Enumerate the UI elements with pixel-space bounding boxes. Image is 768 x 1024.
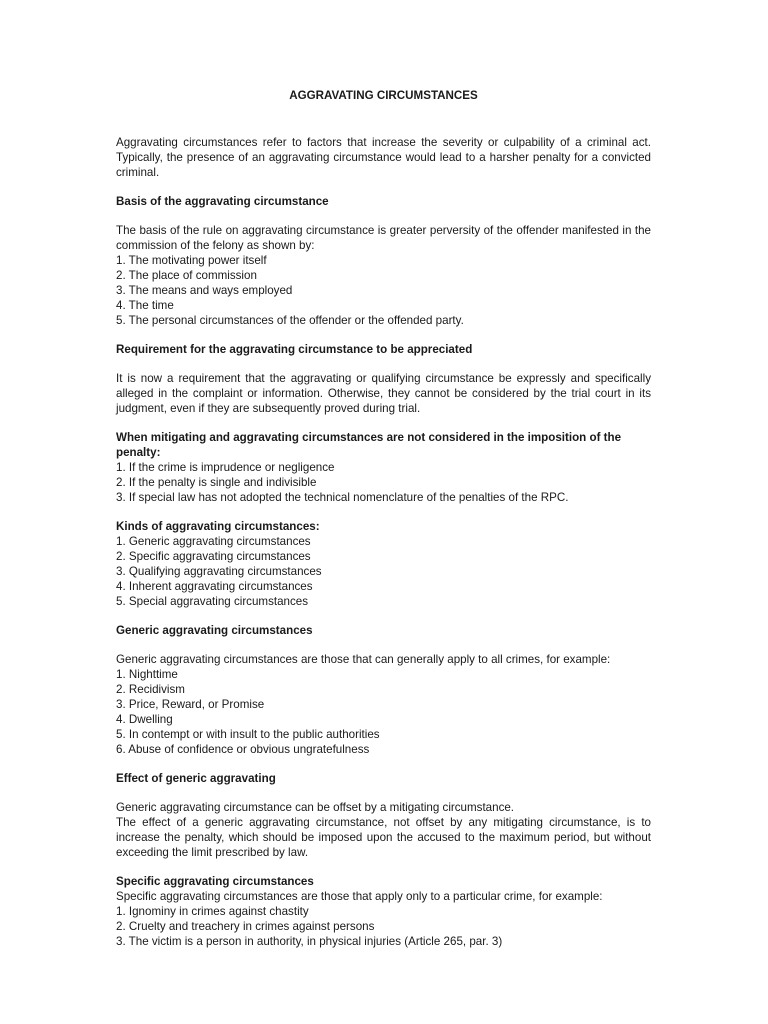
list-item: 2. If the penalty is single and indivisible <box>116 476 317 489</box>
list-item: 3. Price, Reward, or Promise <box>116 698 265 711</box>
list-item: 1. Nighttime <box>116 668 178 681</box>
list-item: 4. The time <box>116 299 174 312</box>
list-item: 5. Special aggravating circumstances <box>116 595 309 608</box>
list-item: 4. Inherent aggravating circumstances <box>116 580 313 593</box>
list-item: 2. The place of commission <box>116 269 257 282</box>
specific-heading: Specific aggravating circumstances <box>116 875 314 888</box>
requirement-heading: Requirement for the aggravating circumstance to be appreciated <box>116 343 473 356</box>
list-item: 2. Specific aggravating circumstances <box>116 550 311 563</box>
list-item: 2. Recidivism <box>116 683 185 696</box>
list-item: 5. In contempt or with insult to the public authorities <box>116 728 380 741</box>
specific-list <box>116 904 651 949</box>
list-item: 1. If the crime is imprudence or negligence <box>116 461 335 474</box>
list-item: 3. Qualifying aggravating circumstances <box>116 565 322 578</box>
basis-list <box>116 253 651 328</box>
document-title: AGGRAVATING CIRCUMSTANCES <box>289 89 478 102</box>
list-item: 3. If special law has not adopted the technical nomenclature of the penalties of the RPC. <box>116 491 569 504</box>
list-item: 1. The motivating power itself <box>116 254 267 267</box>
generic-list <box>116 667 651 757</box>
generic-heading: Generic aggravating circumstances <box>116 624 313 637</box>
basis-heading: Basis of the aggravating circumstance <box>116 195 329 208</box>
list-item: 1. Generic aggravating circumstances <box>116 535 311 548</box>
not-considered-list <box>116 460 651 505</box>
kinds-list <box>116 534 651 609</box>
kinds-heading: Kinds of aggravating circumstances: <box>116 520 320 533</box>
list-item: 3. The victim is a person in authority, in physical injuries (Article 265, par. 3) <box>116 935 503 948</box>
requirement-paragraph: It is now a requirement that the aggravating or qualifying circumstance be expressly and specifically alleged in the complaint or information. Otherwise, they cannot be considered by the trial court in its judgment, even if they are subsequently proved during trial. <box>116 372 651 415</box>
effect-paragraph-2: The effect of a generic aggravating circumstance, not offset by any mitigating circumstance, is to increase the penalty, which should be imposed upon the accused to the maximum period, but without exceeding the limit prescribed by law. <box>116 816 651 859</box>
list-item: 1. Ignominy in crimes against chastity <box>116 905 309 918</box>
effect-paragraph-1: Generic aggravating circumstance can be offset by a mitigating circumstance. <box>116 801 515 814</box>
list-item: 6. Abuse of confidence or obvious ungratefulness <box>116 743 370 756</box>
list-item: 5. The personal circumstances of the offender or the offended party. <box>116 314 464 327</box>
intro-paragraph: Aggravating circumstances refer to factors that increase the severity or culpability of a criminal act. Typically, the presence of an aggravating circumstance would lead to a harsher penalty for a convicted criminal. <box>116 136 651 179</box>
list-item: 2. Cruelty and treachery in crimes against persons <box>116 920 375 933</box>
not-considered-heading: When mitigating and aggravating circumstances are not considered in the imposition of the penalty: <box>116 431 622 459</box>
list-item: 3. The means and ways employed <box>116 284 293 297</box>
list-item: 4. Dwelling <box>116 713 173 726</box>
basis-paragraph: The basis of the rule on aggravating circumstance is greater perversity of the offender manifested in the commission of the felony as shown by: <box>116 224 651 252</box>
effect-heading: Effect of generic aggravating <box>116 772 276 785</box>
generic-paragraph: Generic aggravating circumstances are those that can generally apply to all crimes, for example: <box>116 653 611 666</box>
specific-paragraph: Specific aggravating circumstances are those that apply only to a particular crime, for example: <box>116 890 603 903</box>
